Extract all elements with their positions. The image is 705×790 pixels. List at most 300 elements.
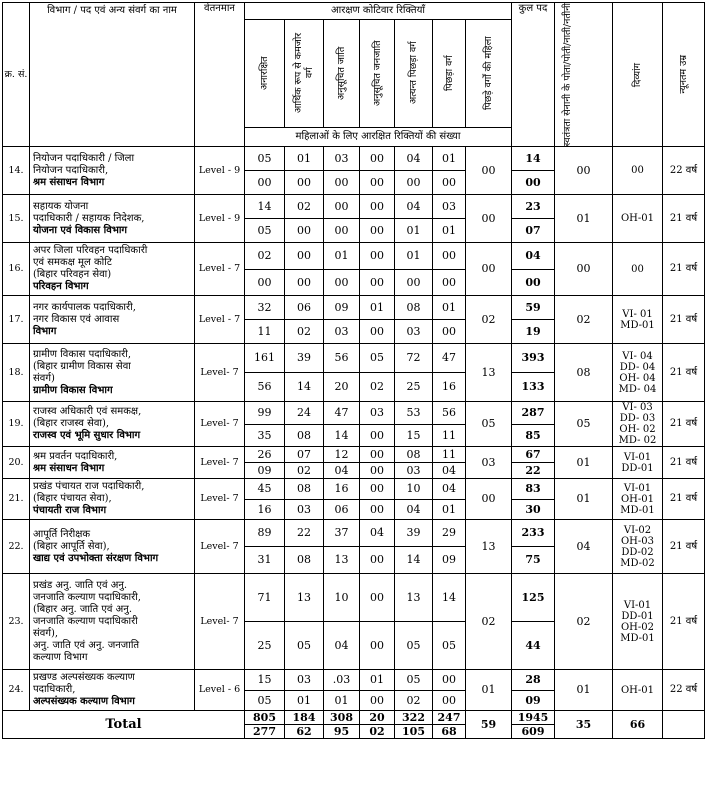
post-line: आपूर्ति निरीक्षक [33,528,91,540]
cell-freedom: 01 [555,195,613,243]
cell-women-value: 09 [433,547,466,574]
cell-women-value: 00 [360,171,395,195]
cell-disabled: VI-01 DD-01 OH-02 MD-01 [613,574,663,670]
cell-total: 59 [512,296,555,320]
cell-women-total: 00 [512,269,555,296]
post-line: ग्रामीण विकास पदाधिकारी, [33,348,132,360]
post-line: अपर जिला परिवहन पदाधिकारी [33,245,148,257]
cell-total: 23 [512,195,555,219]
table-row [3,574,705,622]
cell-value: 00 [324,195,360,219]
cell-value: 05 [360,344,395,373]
post-line: अनु. जाति एवं अनु. जनजाति [33,639,140,651]
header-pay: वेतनमान [195,3,245,147]
total-value: 322 [395,711,433,725]
cell-women-total: 07 [512,219,555,243]
cell-value: 03 [324,147,360,171]
row-pay: Level - 7 [195,243,245,296]
cell-total: 04 [512,243,555,270]
table-row [3,479,705,500]
cell-women-value: 00 [360,499,395,520]
cell-women-value: 02 [285,463,324,479]
cell-freedom: 00 [555,243,613,296]
cell-value: 01 [395,243,433,270]
cell-value: 14 [433,574,466,622]
row-post [30,447,195,479]
cell-women-value: 14 [324,424,360,447]
cell-value: 37 [324,520,360,547]
post-dept: परिवहन विभाग [33,281,89,293]
cell-women-value: 11 [245,320,285,344]
table-row [3,402,705,425]
cell-bc-women: 00 [466,243,512,296]
total-women-value: 68 [433,725,466,739]
table-row [3,147,705,171]
cell-freedom: 01 [555,670,613,711]
post-dept: ग्रामीण विकास विभाग [33,384,113,396]
cell-total: 393 [512,344,555,373]
cell-value: 99 [245,402,285,425]
cell-value: 03 [285,670,324,691]
header-age: न्यूनतम उम्र [663,3,705,147]
cell-women-value: 00 [433,171,466,195]
header-total: कुल पद [512,3,555,147]
cell-women-value: 56 [245,373,285,402]
cell-age: 21 वर्ष [663,520,705,574]
cell-age: 22 वर्ष [663,670,705,711]
cell-women-value: 25 [245,622,285,670]
cell-women-value: 00 [285,171,324,195]
cell-total: 67 [512,447,555,463]
row-pay: Level- 7 [195,344,245,402]
post-dept: राजस्व एवं भूमि सुधार विभाग [33,430,141,442]
post-line: प्रखंड अनु. जाति एवं अनु. [33,579,128,591]
cell-women-total: 133 [512,373,555,402]
cell-women-value: 00 [395,171,433,195]
row-post [30,479,195,520]
post-line: कल्याण विभाग [33,651,88,663]
post-line: नियोजन पदाधिकारी, [33,164,109,176]
total-bc-women: 59 [466,711,512,739]
post-line: जनजाति कल्याण पदाधिकारी, [33,591,141,603]
row-sn: 21. [3,479,30,520]
cell-women-value: 00 [360,320,395,344]
header-category-3: अनुसूचित जनजाति [360,19,395,127]
cell-bc-women: 02 [466,296,512,344]
total-freedom: 35 [555,711,613,739]
cell-age: 21 वर्ष [663,344,705,402]
cell-value: 72 [395,344,433,373]
row-post [30,402,195,447]
row-sn: 17. [3,296,30,344]
row-sn: 19. [3,402,30,447]
row-sn: 22. [3,520,30,574]
cell-women-value: 09 [245,463,285,479]
row-pay: Level- 7 [195,447,245,479]
table-row [3,447,705,463]
post-line: श्रम प्रवर्तन पदाधिकारी, [33,450,118,462]
cell-women-value: 04 [433,463,466,479]
cell-freedom: 05 [555,402,613,447]
cell-value: 12 [324,447,360,463]
cell-women-value: 01 [433,219,466,243]
post-line: (बिहार पंचायत सेवा), [33,493,112,505]
total-women-value: 02 [360,725,395,739]
cell-disabled: VI-01 OH-01 MD-01 [613,479,663,520]
total-posts: 1945 [512,711,555,725]
cell-women-value: 02 [285,320,324,344]
cell-value: 00 [360,479,395,500]
row-post [30,520,195,574]
cell-women-value: 00 [324,219,360,243]
cell-value: 00 [360,147,395,171]
total-age [663,711,705,739]
cell-women-value: 00 [433,320,466,344]
cell-disabled: VI- 01 MD-01 [613,296,663,344]
cell-value: 45 [245,479,285,500]
row-pay: Level - 6 [195,670,245,711]
cell-value: 24 [285,402,324,425]
cell-value: 71 [245,574,285,622]
cell-age: 21 वर्ष [663,402,705,447]
header-disabled: दिव्यांग [613,3,663,147]
cell-women-value: 00 [433,690,466,711]
cell-value: 16 [324,479,360,500]
post-line: नगर विकास एवं आवास [33,313,120,325]
row-sn: 18. [3,344,30,402]
post-line: सहायक योजना [33,200,89,212]
cell-value: 03 [433,195,466,219]
cell-value: 01 [433,147,466,171]
cell-women-value: 00 [360,690,395,711]
cell-women-value: 05 [245,690,285,711]
total-value: 308 [324,711,360,725]
header-sn: क्र. सं. [3,3,30,147]
cell-women-value: 00 [395,269,433,296]
cell-age: 21 वर्ष [663,479,705,520]
cell-bc-women: 13 [466,344,512,402]
cell-value: 04 [433,479,466,500]
post-line: (बिहार राजस्व सेवा), [33,418,110,430]
cell-bc-women: 01 [466,670,512,711]
cell-women-value: 20 [324,373,360,402]
cell-value: 04 [395,195,433,219]
cell-value: 00 [360,195,395,219]
total-women-value: 105 [395,725,433,739]
total-row [3,711,705,725]
cell-women-value: 01 [395,219,433,243]
post-dept: विभाग [33,325,57,337]
cell-bc-women: 00 [466,195,512,243]
cell-age: 21 वर्ष [663,574,705,670]
cell-women-value: 00 [285,269,324,296]
cell-total: 28 [512,670,555,691]
cell-value: 56 [433,402,466,425]
cell-disabled: VI-01 DD-01 [613,447,663,479]
post-line: संवर्ग), [33,627,59,639]
cell-women-value: 08 [285,547,324,574]
cell-women-value: 08 [285,424,324,447]
post-line: संवर्ग) [33,372,55,384]
cell-total: 14 [512,147,555,171]
post-dept: श्रम संसाधन विभाग [33,462,105,474]
cell-age: 21 वर्ष [663,296,705,344]
header-women-note: महिलाओं के लिए आरक्षित रिक्तियों की संख्या [245,128,512,147]
cell-total: 233 [512,520,555,547]
row-sn: 20. [3,447,30,479]
cell-value: 39 [285,344,324,373]
cell-freedom: 04 [555,520,613,574]
header-category-1: आर्थिक रूप से कमजोर वर्ग [285,19,324,127]
cell-value: 13 [285,574,324,622]
cell-women-value: 03 [395,320,433,344]
cell-value: 05 [395,670,433,691]
cell-women-value: 01 [324,690,360,711]
total-women-value: 62 [285,725,324,739]
cell-women-total: 85 [512,424,555,447]
cell-disabled: 00 [613,243,663,296]
cell-women-value: 00 [245,171,285,195]
row-post [30,574,195,670]
cell-women-value: 16 [245,499,285,520]
total-women-value: 277 [245,725,285,739]
post-line: एवं समकक्ष मूल कोटि [33,257,112,269]
cell-women-value: 35 [245,424,285,447]
row-pay: Level- 7 [195,574,245,670]
cell-freedom: 00 [555,147,613,195]
cell-value: 08 [395,447,433,463]
cell-disabled: OH-01 [613,195,663,243]
cell-value: 06 [285,296,324,320]
cell-women-value: 06 [324,499,360,520]
post-line: (बिहार ग्रामीण विकास सेवा [33,360,131,372]
cell-bc-women: 05 [466,402,512,447]
cell-women-value: 14 [285,373,324,402]
header-reservation: आरक्षण कोटिवार रिक्तियाँ [245,3,512,20]
cell-women-value: 04 [324,622,360,670]
cell-women-value: 02 [360,373,395,402]
cell-total: 125 [512,574,555,622]
total-disabled: 66 [613,711,663,739]
total-women-posts: 609 [512,725,555,739]
cell-women-value: 00 [324,269,360,296]
cell-freedom: 02 [555,574,613,670]
cell-age: 21 वर्ष [663,243,705,296]
row-pay: Level- 7 [195,520,245,574]
cell-bc-women: 13 [466,520,512,574]
cell-women-value: 01 [285,690,324,711]
cell-women-total: 09 [512,690,555,711]
cell-value: 32 [245,296,285,320]
row-post [30,195,195,243]
cell-disabled: 00 [613,147,663,195]
cell-women-value: 00 [433,269,466,296]
row-sn: 15. [3,195,30,243]
cell-women-value: 03 [285,499,324,520]
cell-bc-women: 03 [466,447,512,479]
header-category-0: अनारक्षित [245,19,285,127]
cell-age: 21 वर्ष [663,195,705,243]
row-sn: 23. [3,574,30,670]
cell-women-value: 31 [245,547,285,574]
cell-value: 10 [324,574,360,622]
cell-women-value: 05 [285,622,324,670]
cell-value: 15 [245,670,285,691]
cell-women-value: 15 [395,424,433,447]
table-row [3,195,705,219]
cell-value: 04 [395,147,433,171]
post-line: जनजाति कल्याण पदाधिकारी [33,615,138,627]
post-line: राजस्व अधिकारी एवं समकक्ष, [33,406,142,418]
cell-value: 47 [433,344,466,373]
cell-disabled: VI- 04 DD- 04 OH- 04 MD- 04 [613,344,663,402]
row-pay: Level - 9 [195,195,245,243]
vacancy-table [2,2,705,739]
cell-value: 08 [285,479,324,500]
cell-value: 09 [324,296,360,320]
total-women-value: 95 [324,725,360,739]
header-category-4: अत्यन्त पिछड़ा वर्ग [395,19,433,127]
table-row [3,243,705,270]
total-value: 247 [433,711,466,725]
cell-women-value: 03 [324,320,360,344]
table-row [3,344,705,373]
cell-value: 161 [245,344,285,373]
cell-value: 22 [285,520,324,547]
cell-bc-women: 02 [466,574,512,670]
row-sn: 16. [3,243,30,296]
row-pay: Level - 9 [195,147,245,195]
row-post [30,296,195,344]
cell-women-value: 11 [433,424,466,447]
cell-women-value: 04 [324,463,360,479]
cell-women-value: 00 [360,424,395,447]
header-category-2: अनुसूचित जाति [324,19,360,127]
cell-women-total: 30 [512,499,555,520]
total-value: 20 [360,711,395,725]
cell-disabled: VI-02 OH-03 DD-02 MD-02 [613,520,663,574]
row-pay: Level - 7 [195,296,245,344]
cell-value: 53 [395,402,433,425]
post-dept: पंचायती राज विभाग [33,505,107,517]
post-dept: योजना एवं विकास विभाग [33,224,128,236]
cell-women-value: 00 [285,219,324,243]
cell-value: 39 [395,520,433,547]
cell-women-value: 00 [324,171,360,195]
cell-value: 14 [245,195,285,219]
cell-value: .03 [324,670,360,691]
row-post [30,670,195,711]
cell-value: 01 [285,147,324,171]
header-post: विभाग / पद एवं अन्य संवर्ग का नाम [30,3,195,147]
cell-women-value: 03 [395,463,433,479]
row-pay: Level- 7 [195,479,245,520]
cell-age: 22 वर्ष [663,147,705,195]
cell-value: 01 [360,670,395,691]
cell-value: 10 [395,479,433,500]
total-value: 805 [245,711,285,725]
post-line: नियोजन पदाधिकारी / जिला [33,152,135,164]
post-line: नगर कार्यपालक पदाधिकारी, [33,301,136,313]
cell-value: 26 [245,447,285,463]
cell-value: 02 [245,243,285,270]
cell-value: 01 [360,296,395,320]
row-post [30,344,195,402]
post-line: (बिहार आपूर्ति सेवा), [33,540,110,552]
table-row [3,670,705,691]
cell-value: 01 [324,243,360,270]
cell-women-value: 16 [433,373,466,402]
cell-freedom: 02 [555,296,613,344]
post-line: प्रखण्ड अल्पसंख्यक कल्याण [33,672,135,684]
post-line: पदाधिकारी, [33,684,76,696]
cell-value: 00 [360,574,395,622]
cell-women-total: 22 [512,463,555,479]
cell-age: 21 वर्ष [663,447,705,479]
cell-total: 287 [512,402,555,425]
total-value: 184 [285,711,324,725]
cell-value: 13 [395,574,433,622]
row-post [30,147,195,195]
cell-freedom: 01 [555,479,613,520]
cell-value: 00 [360,447,395,463]
cell-women-value: 00 [360,622,395,670]
cell-value: 11 [433,447,466,463]
cell-value: 03 [360,402,395,425]
post-dept: श्रम संसाधन विभाग [33,176,105,188]
cell-value: 04 [360,520,395,547]
cell-women-value: 25 [395,373,433,402]
post-dept: खाद्य एवं उपभोक्ता संरक्षण विभाग [33,552,159,564]
cell-women-value: 04 [395,499,433,520]
cell-value: 01 [433,296,466,320]
post-line: पदाधिकारी / सहायक निदेशक, [33,212,145,224]
cell-total: 83 [512,479,555,500]
cell-women-value: 05 [433,622,466,670]
cell-women-total: 00 [512,171,555,195]
post-line: प्रखंड पंचायत राज पदाधिकारी, [33,481,145,493]
cell-freedom: 01 [555,447,613,479]
post-dept: अल्पसंख्यक कल्याण विभाग [33,696,135,708]
cell-women-value: 02 [395,690,433,711]
cell-value: 00 [433,670,466,691]
header-category-5: पिछड़ा वर्ग [433,19,466,127]
table-row [3,520,705,547]
cell-disabled: VI- 03 DD- 03 OH- 02 MD- 02 [613,402,663,447]
cell-women-total: 44 [512,622,555,670]
total-label: Total [3,711,245,739]
cell-value: 29 [433,520,466,547]
cell-women-value: 01 [433,499,466,520]
cell-women-value: 00 [360,269,395,296]
cell-bc-women: 00 [466,147,512,195]
cell-value: 02 [285,195,324,219]
row-post [30,243,195,296]
post-line: (बिहार अनु. जाति एवं अनु. [33,603,133,615]
cell-women-total: 75 [512,547,555,574]
cell-women-value: 13 [324,547,360,574]
cell-women-value: 05 [395,622,433,670]
cell-value: 08 [395,296,433,320]
cell-value: 47 [324,402,360,425]
cell-freedom: 08 [555,344,613,402]
cell-women-value: 00 [360,219,395,243]
cell-women-value: 05 [245,219,285,243]
cell-women-value: 14 [395,547,433,574]
cell-women-value: 00 [360,463,395,479]
cell-women-value: 00 [245,269,285,296]
row-pay: Level- 7 [195,402,245,447]
